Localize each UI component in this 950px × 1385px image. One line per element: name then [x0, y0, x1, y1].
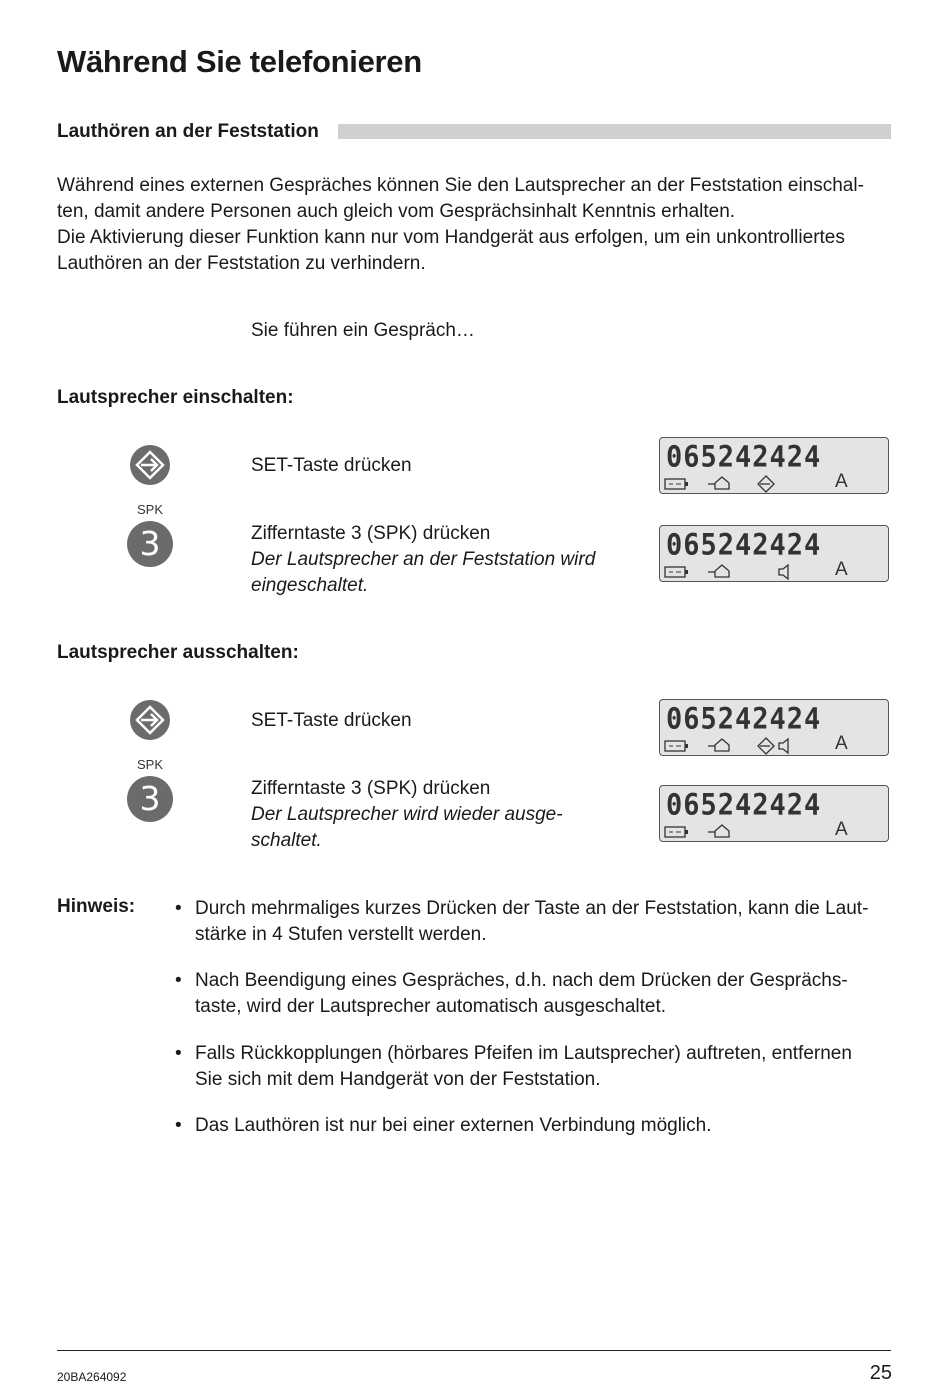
step-result-line: schaltet.	[251, 830, 322, 851]
spk-label: SPK	[136, 502, 163, 517]
lcd-display	[659, 437, 889, 494]
note-item	[175, 896, 895, 948]
note-item	[175, 968, 895, 1020]
note-line: Falls Rückkopplungen (hörbares Pfeifen im Lautsprecher) auftreten, entfernen	[195, 1043, 852, 1064]
set-key-button[interactable]	[130, 700, 170, 740]
set-arrow-icon	[758, 738, 774, 754]
step-result-line: Der Lautsprecher an der Feststation wird	[251, 549, 596, 570]
digit-3-key-button[interactable]: 3	[127, 521, 173, 567]
lcd-display	[659, 525, 889, 582]
note-line: taste, wird der Lautsprecher automatisch ausgeschaltet.	[195, 996, 667, 1017]
lcd-status-icons	[660, 526, 890, 583]
note-line: Sie sich mit dem Handgerät von der Feststation.	[195, 1069, 601, 1090]
lcd-number: 065242424	[666, 528, 822, 563]
speaker-icon	[779, 739, 788, 753]
lcd-mode-letter: A	[835, 819, 848, 840]
bullet-marker: •	[175, 970, 182, 991]
battery-icon	[665, 479, 688, 489]
base-antenna-icon	[708, 565, 729, 577]
note-line: Das Lauthören ist nur bei einer externen Verbindung möglich.	[195, 1115, 712, 1136]
speaker-off-heading: Lautsprecher ausschalten:	[57, 642, 299, 663]
lcd-status-icons	[660, 700, 890, 757]
set-arrow-icon	[758, 476, 774, 492]
set-arrow-icon	[130, 445, 170, 485]
lcd-number: 065242424	[666, 788, 822, 823]
document-code: 20BA264092	[57, 1370, 127, 1384]
speaker-off-step1: SET-Taste drücken	[251, 710, 412, 731]
digit-3-key-button[interactable]: 3	[127, 776, 173, 822]
lcd-number: 065242424	[666, 440, 822, 475]
step-result-line: eingeschaltet.	[251, 575, 369, 596]
precondition-text: Sie führen ein Gespräch…	[251, 320, 475, 341]
speaker-off-step2	[251, 776, 631, 854]
set-key-button[interactable]	[130, 445, 170, 485]
battery-icon	[665, 741, 688, 751]
bullet-marker: •	[175, 898, 182, 919]
bullet-marker: •	[175, 1043, 182, 1064]
lcd-mode-letter: A	[835, 471, 848, 492]
section-heading-bar	[338, 124, 891, 139]
lcd-status-icons	[660, 786, 890, 843]
intro-line: Während eines externen Gespräches können Sie den Lautsprecher an der Feststation einschal-	[57, 175, 864, 196]
note-item	[175, 1041, 895, 1093]
lcd-mode-letter: A	[835, 733, 848, 754]
intro-line: Lauthören an der Feststation zu verhindern.	[57, 253, 426, 274]
speaker-on-step2	[251, 521, 631, 599]
bullet-marker: •	[175, 1115, 182, 1136]
lcd-display	[659, 785, 889, 842]
speaker-icon	[779, 565, 788, 579]
lcd-display	[659, 699, 889, 756]
step-result-line: Der Lautsprecher wird wieder ausge-	[251, 804, 563, 825]
note-line: stärke in 4 Stufen verstellt werden.	[195, 924, 487, 945]
note-line: Durch mehrmaliges kurzes Drücken der Taste an der Feststation, kann die Laut-	[195, 898, 869, 919]
note-line: Nach Beendigung eines Gespräches, d.h. nach dem Drücken der Gesprächs-	[195, 970, 848, 991]
set-arrow-icon	[130, 700, 170, 740]
spk-label: SPK	[136, 757, 163, 772]
step-instruction: Zifferntaste 3 (SPK) drücken	[251, 523, 491, 544]
lcd-number: 065242424	[666, 702, 822, 737]
base-antenna-icon	[708, 825, 729, 837]
intro-paragraph	[57, 173, 897, 277]
footer-divider	[57, 1350, 891, 1351]
base-antenna-icon	[708, 739, 729, 751]
battery-icon	[665, 567, 688, 577]
section-heading: Lauthören an der Feststation	[57, 121, 319, 142]
speaker-on-step1: SET-Taste drücken	[251, 455, 412, 476]
intro-line: Die Aktivierung dieser Funktion kann nur vom Handgerät aus erfolgen, um ein unkontrolliertes	[57, 227, 845, 248]
note-item	[175, 1113, 895, 1139]
note-label: Hinweis:	[57, 896, 136, 917]
page-number: 25	[869, 1362, 892, 1384]
step-instruction: Zifferntaste 3 (SPK) drücken	[251, 778, 491, 799]
lcd-status-icons	[660, 438, 890, 495]
lcd-mode-letter: A	[835, 559, 848, 580]
battery-icon	[665, 827, 688, 837]
page-title: Während Sie telefonieren	[57, 44, 422, 79]
speaker-on-heading: Lautsprecher einschalten:	[57, 387, 294, 408]
base-antenna-icon	[708, 477, 729, 489]
intro-line: ten, damit andere Personen auch gleich vom Gesprächsinhalt Kenntnis erhalten.	[57, 201, 736, 222]
